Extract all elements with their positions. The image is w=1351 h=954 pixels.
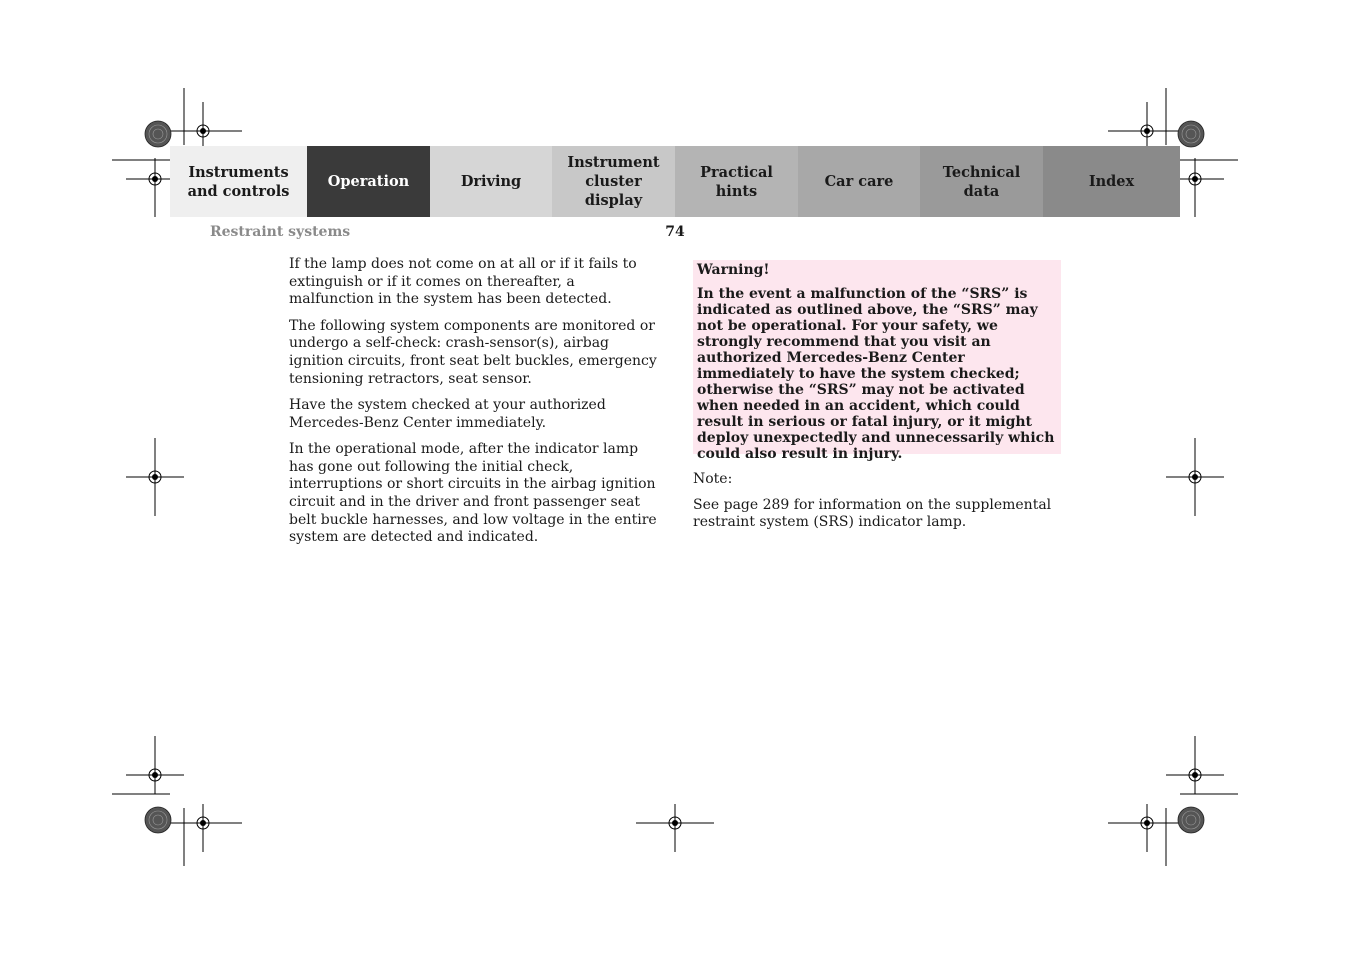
tab-label: Practical hints (700, 163, 773, 200)
tab-label: Driving (460, 173, 522, 190)
paragraph: If the lamp does not come on at all or if it fails to extinguish or if it comes on thereafter, a malfunction in the system has been detected. (289, 256, 637, 308)
note-text: See page 289 for information on the supplemental restraint system (SRS) indicator lamp. (693, 496, 1052, 531)
tab-label: Technical data (942, 163, 1021, 200)
chapter-tab-bar (170, 146, 1180, 217)
note-block (693, 471, 1063, 540)
tab-label: Instrument cluster display (567, 154, 660, 209)
section-title: Restraint systems (210, 224, 351, 240)
paragraph: The following system components are monitored or undergo a self-check: crash-sensor(s), airbag ignition circuits, front seat belt buckles, emergency tensioning retractors, seat sensor. (289, 317, 657, 387)
note-label: Note: (693, 471, 733, 487)
warning-body: In the event a malfunction of the “SRS” is indicated as outlined above, the “SRS” may not be operational. For your safety, we strongly recommend that you visit an authorized Mercedes-Benz Center immediately to have the system checked; otherwise the “SRS” may not be activated when needed in an accident, which could result in serious or fatal injury, or it might deploy unexpectedly and unnecessarily which could also result in injury. (697, 286, 1055, 462)
tab-instrument-cluster-display[interactable] (552, 146, 675, 217)
body-left-column (289, 256, 659, 556)
tab-instruments-and-controls[interactable] (170, 146, 307, 217)
tab-index[interactable] (1043, 146, 1180, 217)
tab-label: Operation (327, 173, 410, 190)
tab-label: Index (1088, 173, 1135, 190)
warning-title: Warning! (697, 262, 770, 278)
page-number: 74 (665, 224, 685, 240)
paragraph: In the operational mode, after the indicator lamp has gone out following the initial check, interruptions or short circuits in the airbag ignition circuit and in the driver and front passenger seat belt buckle harnesses, and low voltage in the entire system are detected and indicated. (289, 440, 657, 546)
tab-technical-data[interactable] (920, 146, 1043, 217)
tab-label: Car care (824, 173, 894, 190)
warning-box (693, 260, 1061, 462)
tab-label: Instruments and controls (187, 163, 290, 200)
paragraph: Have the system checked at your authorized Mercedes-Benz Center immediately. (289, 396, 606, 431)
tab-operation[interactable] (307, 146, 430, 217)
tab-driving[interactable] (430, 146, 552, 217)
tab-car-care[interactable] (798, 146, 920, 217)
tab-practical-hints[interactable] (675, 146, 798, 217)
